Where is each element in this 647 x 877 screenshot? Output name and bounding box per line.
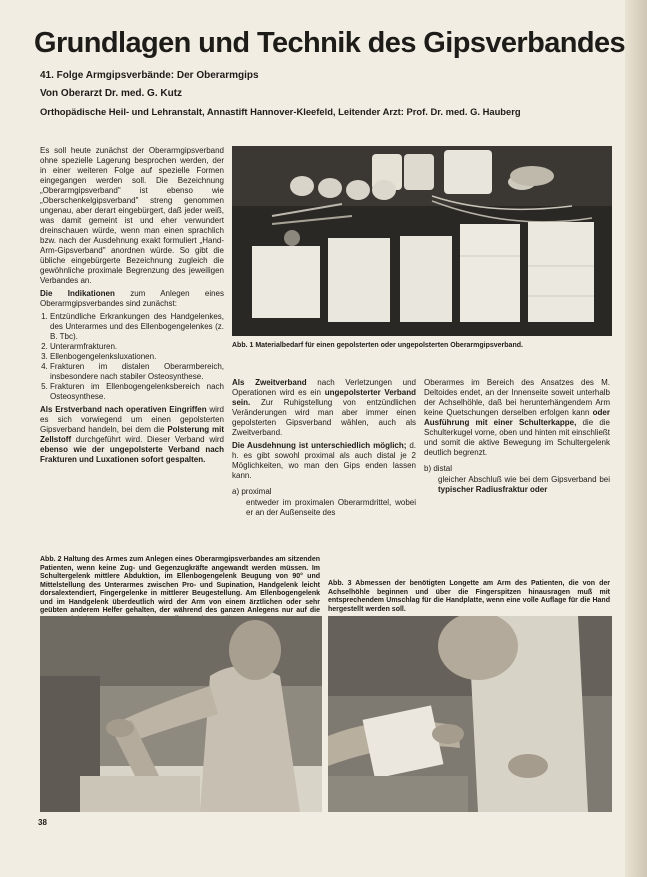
- zweitverband-paragraph: Als Zweitverband nach Verletzungen und Operationen wird es ein ungepolsterter Verband sein. Zur Ruhigstellung von entzündlichen Veränderungen wird man aber immer einen gepolsterten Gipsverband wählen, auch als Zweitverband.: [232, 378, 416, 437]
- materials-photo: [232, 146, 612, 336]
- materials-photo-image: [232, 146, 612, 336]
- figure3-caption: Abb. 3 Abmessen der benötigten Longette am Arm des Patienten, die von der Achselhöhle beginnen und über die Fingerspitzen hinausragen muß mit entsprechendem Umschlag für die Handplatte, wenn eine volle Auflage für die Hand hergestellt werden soll.: [328, 580, 610, 613]
- series-line: 41. Folge Armgipsverbände: Der Oberarmgips: [40, 70, 259, 81]
- figure2-caption: Abb. 2 Haltung des Armes zum Anlegen eines Oberarmgipsverbandes am sitzenden Patienten, wenn keine Zug- und Gegenzugkräfte angewandt werden müssen. Im Schultergelenk mittlere Abduktion, im Ellenbogengelenk Beugung von 90° und Mittelstellung des Unterarmes zwischen Pro- und Supination, Handgelenk leicht dorsalextendiert, Fingergelenke in mittlerer Beugestellung. Am Ellenbogengelenk und im Handgelenk überdeutlich wird der Arm von einem ärztlichen oder sehr geübten anderem Helfer gehalten, der während des ganzen Anlegens nur auf die: [40, 556, 320, 614]
- indications-list: [40, 312, 224, 402]
- ausdehnung-paragraph: Die Ausdehnung ist unterschiedlich möglich; d. h. es gibt sowohl proximal als auch distal je 2 Möglichkeiten, wo man den Gips enden lassen kann.: [232, 441, 416, 480]
- intro-column: [40, 146, 224, 468]
- author-line: Von Oberarzt Dr. med. G. Kutz: [40, 88, 183, 99]
- page-number: 38: [38, 818, 47, 827]
- figure2-photo: [40, 616, 322, 812]
- list-item: 4. Frakturen im distalen Oberarmbereich, insbesondere nach stabiler Osteosynthese.: [50, 362, 224, 382]
- list-item: 3. Ellenbogengelenksluxationen.: [50, 352, 224, 362]
- figure3-photo: [328, 616, 612, 812]
- distal-text: gleicher Abschluß wie bei dem Gipsverband bei typischer Radiusfraktur oder: [438, 475, 610, 494]
- list-item: 2. Unterarmfrakturen.: [50, 342, 224, 352]
- proximal-label: a) proximal: [232, 487, 272, 496]
- proximal-text: entweder im proximalen Oberarmdrittel, wobei er an der Außenseite des: [246, 498, 416, 517]
- erstverband-paragraph: Als Erstverband nach operativen Eingriffen wird es sich vorwiegend um einen gepolsterten Gipsverband handeln, bei dem die Polsterung mit Zellstoff durchgeführt wird. Dieser Verband wird ebenso wie der ungepolsterte Verband nach Frakturen und Luxationen sofort gespalten.: [40, 405, 225, 464]
- middle-column: [232, 378, 416, 521]
- page-edge-shadow: [625, 0, 647, 877]
- list-item: 1. Entzündliche Erkrankungen des Handgelenkes, des Unterarmes und des Ellenbogengelenkes (z. B. Tbc).: [50, 312, 224, 342]
- figure3-photo-image: [328, 616, 612, 812]
- distal-label: b) distal: [424, 464, 453, 473]
- article-title: Grundlagen und Technik des Gipsverbandes: [34, 27, 626, 59]
- right-column: [424, 378, 610, 498]
- intro-paragraph: Es soll heute zunächst der Oberarmgipsverband ohne spezielle Lagerung besprochen werden, der in einer weiteren Folge auf spezielle Formen eingegangen werden soll. Die Bezeichnung „Oberarmgipsverband" ist ebenso wie „Oberschenkelgipsverband" streng genommen ungenau, aber derart eingebürgert, daß jeder weiß, was damit gemeint ist und eher verwundert dreinschauen würde, wenn man einen sprachlich bzw. nach der Ausdehnung exakt formuliert „Hand-Arm-Gipsverband" anordnen würde. So gibt die übliche eingebürgerte Bezeichnung zugleich die gewöhnliche proximale Begrenzung des jeweiligen Verbandes an.: [40, 146, 224, 285]
- institution-line: Orthopädische Heil- und Lehranstalt, Annastift Hannover-Kleefeld, Leitender Arzt: Prof. Dr. med. G. Hauberg: [40, 106, 521, 117]
- list-item: 5. Frakturen im Ellenbogengelenksbereich nach Osteosynthese.: [50, 382, 224, 402]
- indications-lead: Die Indikationen zum Anlegen eines Oberarmgipsverbandes sind zunächst:: [40, 289, 224, 308]
- figure2-photo-image: [40, 616, 322, 812]
- schulterkappe-paragraph: Oberarmes im Bereich des Ansatzes des M. Deltoides endet, an der Innenseite soweit unterhalb der Achselhöhle, daß bei herunterhängendem Arm keine Quetschungen derselben erfolgen kann oder Ausführung mit einer Schulterkappe, die die Schulterkugel vorne, oben und hinten mit einschließt und somit die aktive Bewegung im Schultergelenk deutlich begrenzt.: [424, 378, 611, 457]
- figure1-caption: Abb. 1 Materialbedarf für einen gepolsterten oder ungepolsterten Oberarmgipsverband.: [232, 342, 523, 349]
